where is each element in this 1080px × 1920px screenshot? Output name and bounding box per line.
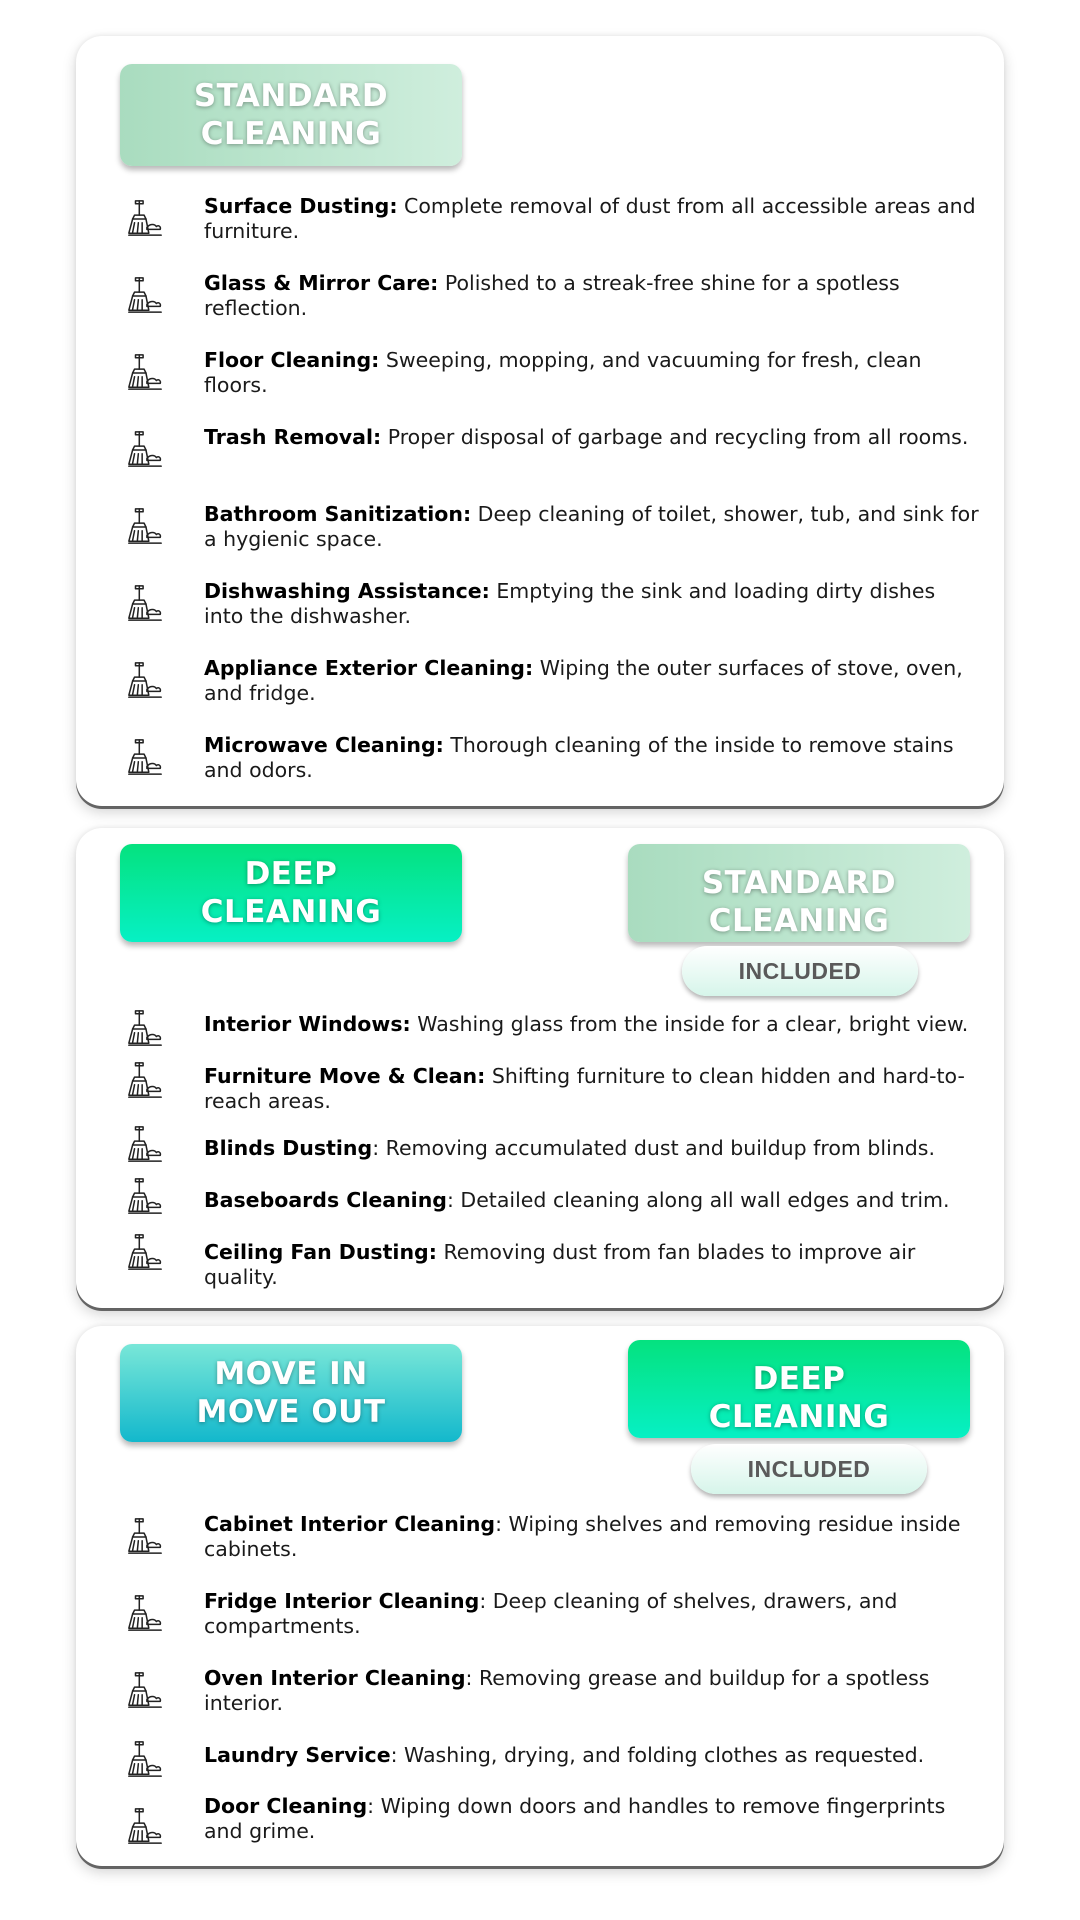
broom-icon [126, 583, 164, 623]
list-item-text [204, 194, 980, 244]
broom-icon [126, 1670, 164, 1710]
deep-cleaning-title-badge [120, 844, 462, 942]
list-item-text [204, 1666, 980, 1716]
list-item-text [204, 1589, 980, 1639]
list-item-text [204, 1743, 980, 1768]
list-item-text [204, 1240, 980, 1290]
list-item-title: Dishwashing Assistance: [204, 579, 490, 603]
list-item-title: Blinds Dusting [204, 1136, 373, 1160]
list-item-description: Thorough cleaning of the inside to remove stains and odors. [204, 733, 954, 782]
list-item-title: Cabinet Interior Cleaning [204, 1512, 496, 1536]
deep-cleaning-card [76, 828, 1004, 1308]
list-item-title: Glass & Mirror Care: [204, 271, 439, 295]
broom-icon [126, 198, 164, 238]
list-item-description: Sweeping, mopping, and vacuuming for fresh, clean floors. [204, 348, 922, 397]
included-standard-cleaning-badge [628, 844, 970, 942]
list-item-title: Microwave Cleaning: [204, 733, 444, 757]
move-title-line1: MOVE IN [214, 1356, 368, 1392]
list-item-text [204, 348, 980, 398]
list-item-title: Baseboards Cleaning [204, 1188, 447, 1212]
list-item-title: Trash Removal: [204, 425, 382, 449]
standard-cleaning-title-badge [120, 64, 462, 166]
list-item-text [204, 1064, 980, 1114]
broom-icon [126, 1739, 164, 1779]
included-deep-line2: CLEANING [708, 1399, 890, 1435]
broom-icon [126, 429, 164, 469]
broom-icon [126, 1060, 164, 1100]
list-item-title: Fridge Interior Cleaning [204, 1589, 480, 1613]
included-label: INCLUDED [691, 1444, 927, 1494]
list-item-description: : Removing grease and buildup for a spotless interior. [204, 1666, 930, 1715]
included-standard-line2: CLEANING [708, 903, 890, 939]
included-deep-line1: DEEP [752, 1361, 846, 1397]
list-item-title: Interior Windows: [204, 1012, 411, 1036]
broom-icon [126, 1176, 164, 1216]
list-item-title: Furniture Move & Clean: [204, 1064, 486, 1088]
list-item-description: Wiping the outer surfaces of stove, oven, and fridge. [204, 656, 963, 705]
list-item-description: Deep cleaning of toilet, shower, tub, and sink for a hygienic space. [204, 502, 979, 551]
broom-icon [126, 1008, 164, 1048]
broom-icon [126, 660, 164, 700]
list-item-text [204, 1136, 980, 1161]
list-item-title: Bathroom Sanitization: [204, 502, 472, 526]
broom-icon [126, 506, 164, 546]
list-item-title: Ceiling Fan Dusting: [204, 1240, 437, 1264]
list-item-text [204, 656, 980, 706]
list-item-text [204, 425, 980, 450]
broom-icon [126, 352, 164, 392]
included-deep-cleaning-badge [628, 1340, 970, 1438]
list-item-description: : Detailed cleaning along all wall edges and trim. [446, 1188, 950, 1212]
list-item-description: Emptying the sink and loading dirty dishes into the dishwasher. [204, 579, 936, 628]
list-item-description: Washing glass from the inside for a clear, bright view. [410, 1012, 969, 1036]
list-item-description: Proper disposal of garbage and recycling from all rooms. [381, 425, 969, 449]
list-item-text [204, 271, 980, 321]
standard-cleaning-card [76, 36, 1004, 806]
included-label: INCLUDED [682, 946, 918, 996]
list-item-title: Door Cleaning [204, 1794, 368, 1818]
list-item-description: Removing dust from fan blades to improve air quality. [204, 1240, 916, 1289]
list-item-description: Shifting furniture to clean hidden and hard-to-reach areas. [204, 1064, 965, 1113]
list-item-title: Floor Cleaning: [204, 348, 380, 372]
list-item-description: Polished to a streak-free shine for a spotless reflection. [204, 271, 900, 320]
broom-icon [126, 275, 164, 315]
list-item-description: : Wiping down doors and handles to remove fingerprints and grime. [204, 1794, 946, 1843]
deep-title-line1: DEEP [244, 856, 338, 892]
list-item-description: : Washing, drying, and folding clothes as requested. [390, 1743, 925, 1767]
broom-icon [126, 1806, 164, 1846]
broom-icon [126, 1124, 164, 1164]
list-item-text [204, 1794, 980, 1844]
list-item-description: : Wiping shelves and removing residue inside cabinets. [204, 1512, 961, 1561]
list-item-title: Oven Interior Cleaning [204, 1666, 466, 1690]
list-item-description: Complete removal of dust from all accessible areas and furniture. [204, 194, 976, 243]
standard-title-line2: CLEANING [200, 116, 382, 152]
broom-icon [126, 737, 164, 777]
list-item-text [204, 1188, 980, 1213]
deep-title-line2: CLEANING [200, 894, 382, 930]
broom-icon [126, 1516, 164, 1556]
list-item-description: : Removing accumulated dust and buildup from blinds. [372, 1136, 936, 1160]
list-item-title: Surface Dusting: [204, 194, 398, 218]
list-item-title: Appliance Exterior Cleaning: [204, 656, 534, 680]
standard-title-line1: STANDARD [193, 78, 389, 114]
list-item-text [204, 1012, 980, 1037]
move-in-move-out-title-badge [120, 1344, 462, 1442]
move-in-move-out-card [76, 1326, 1004, 1866]
list-item-text [204, 579, 980, 629]
included-standard-line1: STANDARD [701, 865, 897, 901]
move-title-line2: MOVE OUT [196, 1394, 386, 1430]
list-item-description: : Deep cleaning of shelves, drawers, and compartments. [204, 1589, 898, 1638]
broom-icon [126, 1593, 164, 1633]
list-item-text [204, 733, 980, 783]
list-item-title: Laundry Service [204, 1743, 391, 1767]
list-item-text [204, 1512, 980, 1562]
list-item-text [204, 502, 980, 552]
broom-icon [126, 1232, 164, 1272]
